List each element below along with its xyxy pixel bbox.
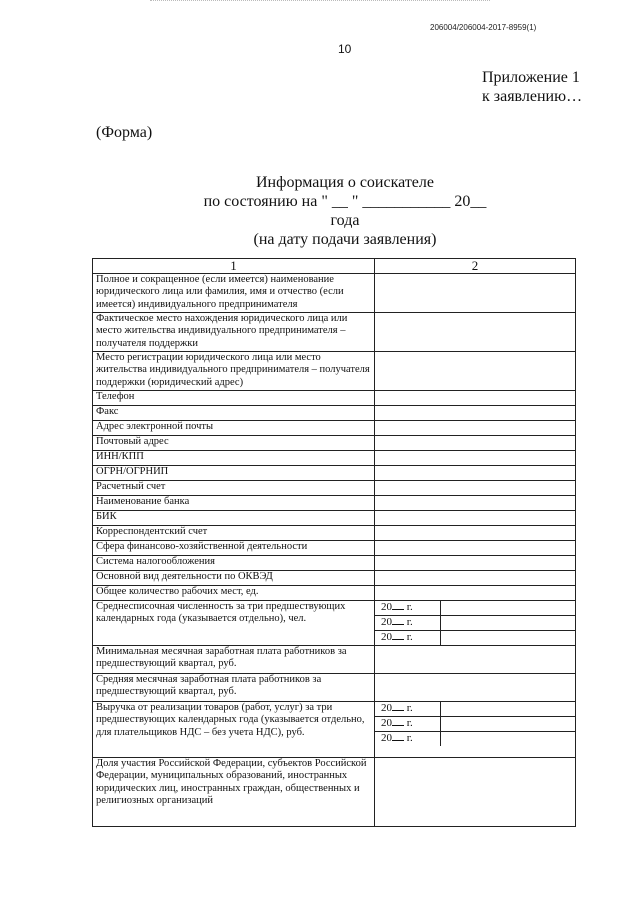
value-cell[interactable] [375,585,576,600]
value-cell[interactable] [375,525,576,540]
table-row [93,570,576,585]
table-row [93,390,576,405]
value-cell[interactable] [375,510,576,525]
year-label: 20 г. [375,630,441,645]
table-row [93,351,576,390]
table-row [93,600,576,645]
page-number: 10 [338,42,352,56]
table-row [93,757,576,826]
table-row [93,450,576,465]
row-label: БИК [93,510,375,525]
value-cell[interactable] [375,540,576,555]
table-row [93,420,576,435]
column-header: 1 [93,259,375,274]
row-label: Полное и сокращенное (если имеется) наименование юридического лица или фамилия, имя и отчество (если имеется) индивидуального предпринимателя [93,273,375,312]
appendix-line-2: к заявлению… [482,88,583,105]
row-label: Основной вид деятельности по ОКВЭД [93,570,375,585]
value-cell[interactable] [375,645,576,673]
value-cell[interactable] [375,273,576,312]
year-value[interactable] [441,702,576,717]
table-header-row [93,259,576,274]
year-value[interactable] [441,731,576,746]
value-cell[interactable] [375,405,576,420]
table-row [93,645,576,673]
value-cell[interactable] [375,420,576,435]
document-id: 206004/206004-2017-8959(1) [430,23,537,32]
table-row [93,555,576,570]
column-header: 2 [375,259,576,274]
row-label: Сфера финансово-хозяйственной деятельности [93,540,375,555]
table-row [93,405,576,420]
row-label: Общее количество рабочих мест, ед. [93,585,375,600]
row-label: Фактическое место нахождения юридического лица или место жительства индивидуального предпринимателя – получателя поддержки [93,312,375,351]
row-label: Наименование банка [93,495,375,510]
year-value[interactable] [441,615,576,630]
value-cell[interactable] [375,435,576,450]
row-label: Доля участия Российской Федерации, субъектов Российской Федерации, муниципальных образований, иностранных юридических лиц, иностранных граждан, общественных и религиозных организаций [93,757,375,826]
table-row [93,465,576,480]
year-value[interactable] [441,630,576,645]
row-label: Адрес электронной почты [93,420,375,435]
heading-note: (на дату подачи заявления) [253,231,437,248]
form-label: (Форма) [96,124,153,141]
value-cell[interactable] [375,351,576,390]
value-cell[interactable] [375,555,576,570]
table-row [93,273,576,312]
row-label: ИНН/КПП [93,450,375,465]
year-subtable [375,601,575,645]
year-value[interactable] [441,716,576,731]
year-subtable [375,702,575,746]
row-label: Телефон [93,390,375,405]
year-label: 20 г. [375,601,441,616]
table-row [93,585,576,600]
row-label: Расчетный счет [93,480,375,495]
table-row [93,701,576,757]
form-heading [190,173,500,249]
table-row [93,480,576,495]
value-cell[interactable] [375,757,576,826]
value-cell[interactable] [375,465,576,480]
value-cell[interactable] [375,495,576,510]
table-row [93,673,576,701]
year-label: 20 г. [375,716,441,731]
row-label: Средняя месячная заработная плата работников за предшествующий квартал, руб. [93,673,375,701]
table-row [93,312,576,351]
appendix-line-1: Приложение 1 [482,69,580,86]
heading-date-line: по состоянию на " __ " ___________ 20__ года [203,193,487,229]
year-values-cell [375,701,576,757]
year-label: 20 г. [375,731,441,746]
value-cell[interactable] [375,570,576,585]
year-label: 20 г. [375,702,441,717]
row-label: ОГРН/ОГРНИП [93,465,375,480]
row-label: Место регистрации юридического лица или место жительства индивидуального предпринимателя – получателя поддержки (юридический адрес) [93,351,375,390]
appendix-note [482,68,582,106]
top-scan-line [150,0,490,2]
table-row [93,510,576,525]
row-label: Почтовый адрес [93,435,375,450]
row-label: Система налогообложения [93,555,375,570]
value-cell[interactable] [375,673,576,701]
value-cell[interactable] [375,390,576,405]
year-value[interactable] [441,601,576,616]
value-cell[interactable] [375,312,576,351]
table-row [93,540,576,555]
year-label: 20 г. [375,615,441,630]
row-label: Минимальная месячная заработная плата работников за предшествующий квартал, руб. [93,645,375,673]
row-label: Выручка от реализации товаров (работ, услуг) за три предшествующих календарных года (указывается отдельно, для плательщиков НДС – без учета НДС), руб. [93,701,375,757]
value-cell[interactable] [375,450,576,465]
value-cell[interactable] [375,480,576,495]
table-row [93,525,576,540]
row-label: Среднесписочная численность за три предшествующих календарных года (указывается отдельно), чел. [93,600,375,645]
row-label: Корреспондентский счет [93,525,375,540]
applicant-info-table [92,258,576,827]
row-label: Факс [93,405,375,420]
table-row [93,495,576,510]
heading-title: Информация о соискателе [255,174,434,191]
year-values-cell [375,600,576,645]
table-row [93,435,576,450]
